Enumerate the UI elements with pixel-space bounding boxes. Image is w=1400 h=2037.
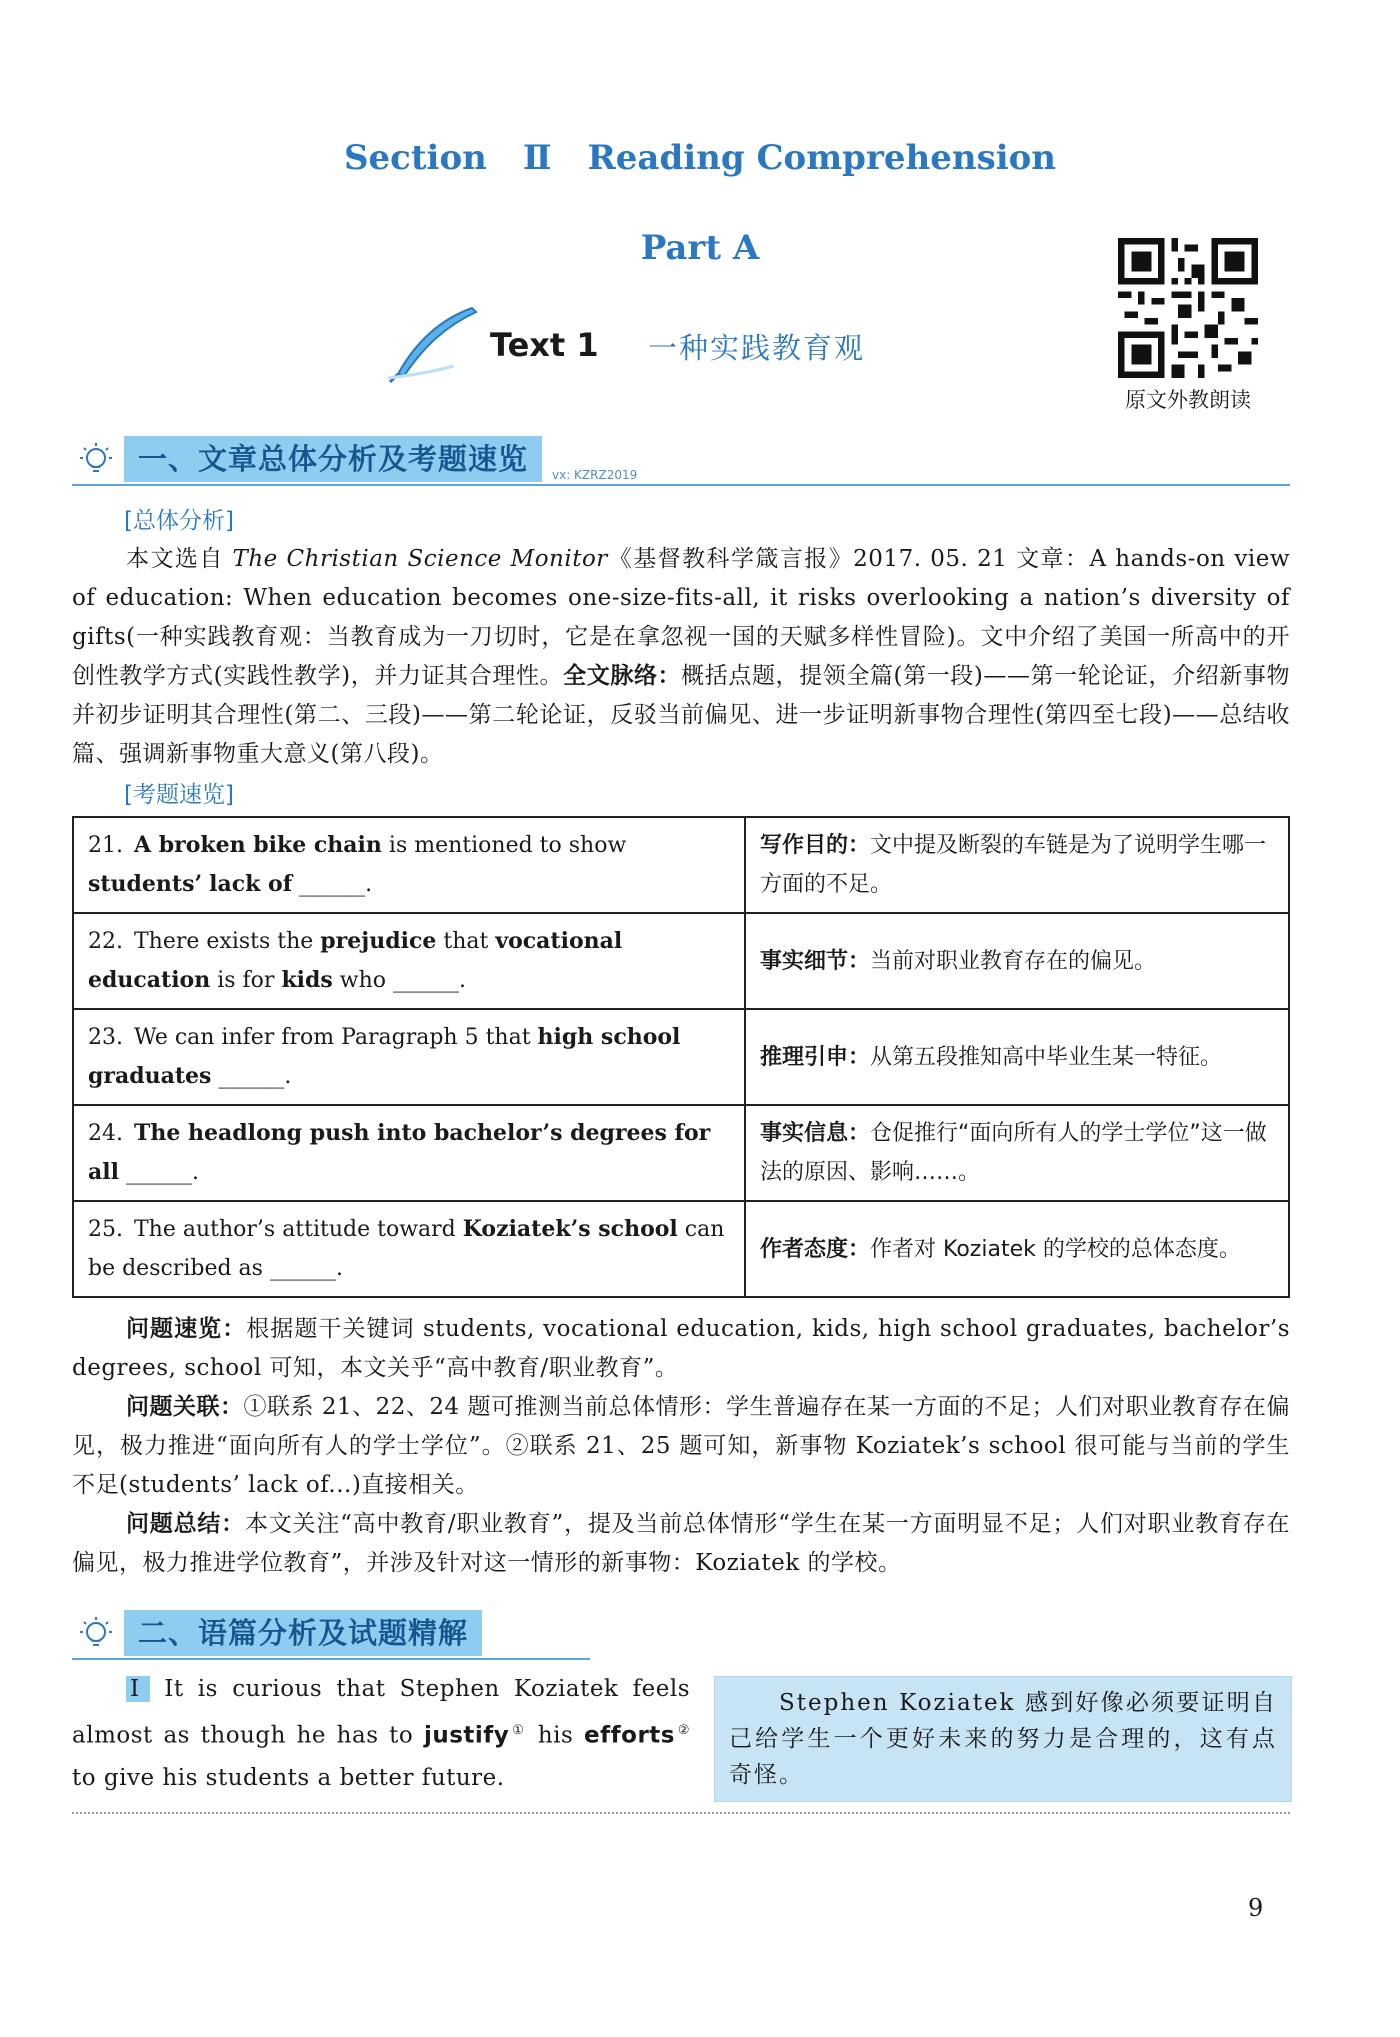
section-rule bbox=[72, 484, 1290, 486]
qr-code-icon[interactable] bbox=[1118, 238, 1258, 378]
vocab-efforts: efforts bbox=[584, 1722, 675, 1749]
section-name: Reading Comprehension bbox=[587, 138, 1057, 178]
section-heading-1 bbox=[72, 436, 1290, 486]
question-table bbox=[72, 816, 1290, 1298]
section-heading-label: 一、文章总体分析及考题速览 bbox=[124, 436, 542, 482]
translation-box bbox=[714, 1676, 1292, 1802]
passage-paragraph: Ⅰ It is curious that Stephen Koziatek feels almost as though he has to justify① his efforts② to give his students a better future. bbox=[72, 1676, 691, 1791]
question-row bbox=[73, 1201, 1289, 1297]
question-text: 23. We can infer from Paragraph 5 that high school graduates ______. bbox=[73, 1009, 745, 1105]
analysis-block bbox=[72, 1310, 1290, 1583]
question-hint: 事实细节：当前对职业教育存在的偏见。 bbox=[745, 913, 1289, 1009]
part-title: Part A bbox=[640, 228, 760, 268]
question-row bbox=[73, 913, 1289, 1009]
question-hint: 写作目的：文中提及断裂的车链是为了说明学生哪一方面的不足。 bbox=[745, 817, 1289, 913]
text-label: Text 1 bbox=[490, 326, 599, 364]
section-label: Section bbox=[343, 138, 487, 178]
lightbulb-icon bbox=[76, 440, 116, 480]
overall-analysis-text: 本文选自 The Christian Science Monitor《基督教科学箴言报》2017. 05. 21 文章：A hands-on view of education: When education becomes one-size-fits-all, it risks overlooking a nation’s diversity of gifts(一种实践教育观：当教育成为一刀切时，它是在拿忽视一国的天赋多样性冒险)。文中介绍了美国一所高中的开创性教学方式(实践性教学)，并力证其合理性。全文脉络：概括点题，提领全篇(第一段)——第一轮论证，介绍新事物并初步证明其合理性(第二、三段)——第二轮论证，反驳当前偏见、进一步证明新事物合理性(第四至七段)——总结收篇、强调新事物重大意义(第八段)。 bbox=[72, 546, 1290, 767]
structure-label: 全文脉络： bbox=[563, 663, 682, 689]
vocab-justify: justify bbox=[423, 1722, 510, 1749]
analysis-item: 问题关联：①联系 21、22、24 题可推测当前总体情形：学生普遍存在某一方面的不足；人们对职业教育存在偏见，极力推进“面向所有人的学士学位”。②联系 21、25 题可知，新事物 Koziatek’s school 很可能与当前的学生不足(students’ lack of...)直接相关。 bbox=[72, 1394, 1291, 1498]
question-number: 22. bbox=[88, 929, 123, 954]
watermark: vx: KZRZ2019 bbox=[552, 468, 638, 482]
analysis-item: 问题速览：根据题干关键词 students, vocational education, kids, high school graduates, bachelor’s degrees, school 可知，本文关乎“高中教育/职业教育”。 bbox=[72, 1316, 1290, 1381]
section-rule bbox=[72, 1658, 590, 1660]
source-title: The Christian Science Monitor bbox=[232, 546, 608, 572]
lightbulb-icon bbox=[76, 1614, 116, 1654]
page-number: 9 bbox=[1248, 1894, 1264, 1922]
section-title bbox=[0, 138, 1400, 178]
question-hint: 事实信息：仓促推行“面向所有人的学士学位”这一做法的原因、影响……。 bbox=[745, 1105, 1289, 1201]
question-number: 25. bbox=[88, 1217, 123, 1242]
qr-label: 原文外教朗读 bbox=[1125, 388, 1251, 412]
text-subtitle: 一种实践教育观 bbox=[648, 331, 866, 365]
analysis-item: 问题总结：本文关注“高中教育/职业教育”，提及当前总体情形“学生在某一方面明显不足；人们对职业教育存在偏见，极力推进学位教育”，并涉及针对这一情形的新事物：Koziatek 的学校。 bbox=[72, 1511, 1290, 1576]
question-hint: 作者态度：作者对 Koziatek 的学校的总体态度。 bbox=[745, 1201, 1289, 1297]
question-row bbox=[73, 1105, 1289, 1201]
question-row bbox=[73, 1009, 1289, 1105]
question-text: 24. The headlong push into bachelor’s degrees for all ______. bbox=[73, 1105, 745, 1201]
section-number: Ⅱ bbox=[522, 138, 552, 178]
translation-text: Stephen Koziatek 感到好像必须要证明自己给学生一个更好未来的努力是合理的，这有点奇怪。 bbox=[729, 1690, 1277, 1788]
question-number: 24. bbox=[88, 1121, 123, 1146]
question-preview-tag: [考题速览] bbox=[124, 782, 234, 808]
section-heading-label: 二、语篇分析及试题精解 bbox=[124, 1610, 482, 1656]
overall-analysis-tag: [总体分析] bbox=[124, 508, 234, 534]
paragraph-number: Ⅰ bbox=[126, 1676, 150, 1702]
question-number: 21. bbox=[88, 833, 123, 858]
question-text: 21. A broken bike chain is mentioned to show students’ lack of ______. bbox=[73, 817, 745, 913]
divider bbox=[72, 1812, 1290, 1814]
quill-pen-icon bbox=[384, 304, 480, 384]
question-text: 22. There exists the prejudice that vocational education is for kids who ______. bbox=[73, 913, 745, 1009]
section-heading-2 bbox=[72, 1610, 1290, 1660]
question-row bbox=[73, 817, 1289, 913]
question-hint: 推理引申：从第五段推知高中毕业生某一特征。 bbox=[745, 1009, 1289, 1105]
question-text: 25. The author’s attitude toward Koziatek’s school can be described as ______. bbox=[73, 1201, 745, 1297]
question-number: 23. bbox=[88, 1025, 123, 1050]
